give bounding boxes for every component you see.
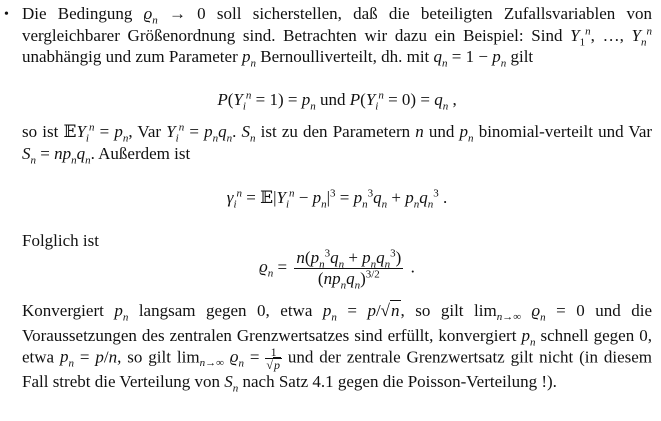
equation-rho: $ϱ_n$ = $\frac{n(p_n^3q_n + p_nq_n^3)}{(np_nq_n)^{3/2}}$ . [259, 247, 415, 292]
text: so ist [22, 122, 64, 141]
text: unabhängig und zum Parameter [22, 47, 242, 66]
text: ist zu den Parametern [255, 122, 416, 141]
text: und die Voraussetzungen des zentralen Grenzwertsatzes sind erfüllt, konvergiert [22, 301, 652, 345]
text: soll sicherstellen, daß die beteiligten Zufallsvariablen von vergleichbarer Größenordnung sind. Betrachten wir dazu ein Beispiel: Sind [22, 4, 652, 45]
text: , so gilt [117, 347, 177, 367]
paragraph-convergence: Konvergiert $p_n$ langsam gegen 0, etwa $p_n = p/√n$, so gilt $\lim_{n\to\infty} ϱ_n = 0$ und die Voraussetzungen des zentralen Grenzwertsatzes sind erfüllt, konvergiert $p_n$ schnell gegen 0, etwa $p_n = p/n$, so gilt $\lim_{n\to\infty} ϱ_n$ = $\frac{1}{√p}$ und der zentrale Grenzwertsatz gilt nicht (in diesem Fall strebt die Verteilung von $S_n$ nach Satz 4.1 gegen die Poisson-Verteilung !). [22, 301, 653, 395]
paragraph-intro: Die Bedingung $ϱ_n \to 0$ soll sicherstellen, daß die beteiligten Zufallsvariablen von vergleichbarer Größenordnung sind. Betrachten wir dazu ein Beispiel: Sind $Y_1^n$, …, $Y_n^n$ unabhängig und zum Parameter $p_n$ Bernoulliverteilt, dh. mit $q_n = 1 - p_n$ gilt [22, 4, 652, 70]
text: Die Bedingung [22, 4, 144, 23]
equation-bernoulli: $P(Y_i^n = 1) = p_n$ und $P(Y_i^n = 0) = q_n$ , [217, 89, 457, 113]
text: schnell gegen 0, etwa [22, 325, 652, 367]
paragraph-binomial: so ist 𝔼Y$_i^n$ = $p_n$, Var $Y_i^n = p_nq_n$. $S_n$ ist zu den Parametern n und $p_n$ binomial-verteilt und Var $S_n = np_nq_n$. Außerdem ist [22, 121, 653, 166]
equation-gamma: $\gamma_i^n$ = $𝔼|Y_i^n - p_n|^3 = p_n^3q_n + p_nq_n^3$ . [226, 187, 448, 211]
fraction: $\frac{n(p_n^3q_n + p_nq_n^3)}{(np_nq_n)^{3/2}}$ [296, 247, 402, 292]
text: langsam gegen 0, etwa [128, 301, 323, 320]
text: Konvergiert [22, 301, 115, 320]
text: Bernoulliverteilt, dh. mit [256, 47, 434, 66]
text: und der zentrale Grenzwertsatz gilt nicht (in diesem Fall strebt die Verteilung von [22, 347, 653, 391]
text: , so gilt [400, 301, 475, 320]
text: binomial-verteilt und [473, 122, 629, 141]
list-bullet: • [4, 7, 9, 22]
fraction: $\frac{1}{√p}$ [266, 345, 280, 372]
text: und [423, 122, 460, 141]
text: gilt [506, 47, 534, 66]
text: und [315, 90, 350, 109]
text: Folglich ist [22, 231, 99, 250]
text: . Außerdem ist [90, 143, 191, 163]
text: nach Satz 4.1 gegen die Poisson-Verteilung !). [238, 372, 557, 391]
